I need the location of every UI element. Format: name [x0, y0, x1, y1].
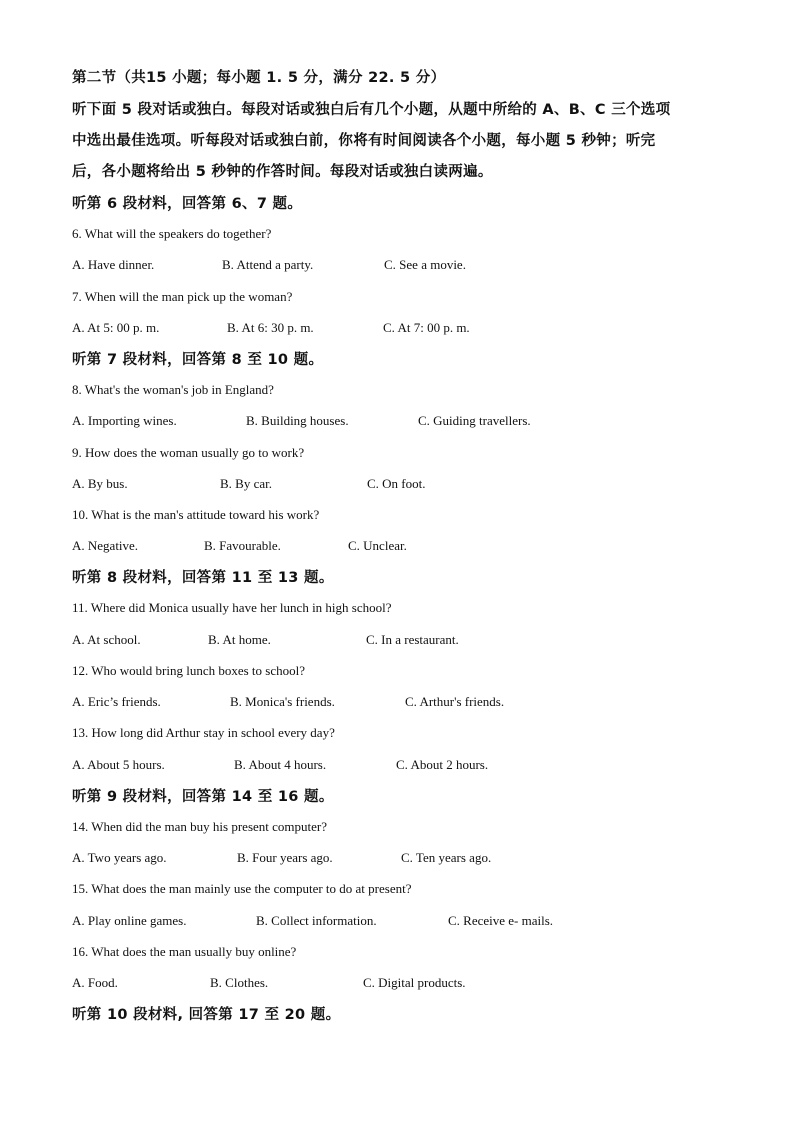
group-title: 听第 6 段材料，回答第 6、7 题。: [72, 196, 303, 212]
q11-option-a: A. At school.: [72, 632, 141, 647]
q9-option-a: A. By bus.: [72, 476, 128, 491]
q9-option-b: B. By car.: [220, 476, 272, 491]
q8-option-b: B. Building houses.: [246, 413, 349, 428]
q10-option-c: C. Unclear.: [348, 538, 407, 553]
q6-option-c: C. See a movie.: [384, 257, 466, 272]
group-title: 听第 8 段材料，回答第 11 至 13 题。: [72, 570, 334, 586]
q14-option-a: A. Two years ago.: [72, 850, 167, 865]
q7-option-a: A. At 5: 00 p. m.: [72, 320, 160, 335]
instruction-line-2: 中选出最佳选项。听每段对话或独白前，你将有时间阅读各个小题，每小题 5 秒钟；听完: [72, 133, 656, 149]
q12-option-b: B. Monica's friends.: [230, 694, 335, 709]
question-7: 7. When will the man pick up the woman?: [72, 289, 293, 304]
q14-option-b: B. Four years ago.: [237, 850, 333, 865]
group-title: 听第 7 段材料，回答第 8 至 10 题。: [72, 352, 324, 368]
q10-option-a: A. Negative.: [72, 538, 139, 553]
q13-option-c: C. About 2 hours.: [396, 757, 489, 772]
q6-option-b: B. Attend a party.: [222, 257, 314, 272]
question-14: 14. When did the man buy his present computer?: [72, 819, 328, 834]
question-11: 11. Where did Monica usually have her lunch in high school?: [72, 600, 392, 615]
section-heading: 第二节（共15 小题；每小题 1. 5 分，满分 22. 5 分）: [72, 70, 446, 86]
q16-option-b: B. Clothes.: [210, 975, 269, 990]
q16-option-a: A. Food.: [72, 975, 118, 990]
q13-option-a: A. About 5 hours.: [72, 757, 165, 772]
q12-option-c: C. Arthur's friends.: [405, 694, 505, 709]
question-15: 15. What does the man mainly use the computer to do at present?: [72, 881, 412, 896]
q13-option-b: B. About 4 hours.: [234, 757, 327, 772]
q15-option-c: C. Receive e- mails.: [448, 913, 554, 928]
q8-option-a: A. Importing wines.: [72, 413, 177, 428]
q15-option-a: A. Play online games.: [72, 913, 187, 928]
q7-option-b: B. At 6: 30 p. m.: [227, 320, 314, 335]
question-10: 10. What is the man's attitude toward his work?: [72, 507, 320, 522]
q8-option-c: C. Guiding travellers.: [418, 413, 531, 428]
question-16: 16. What does the man usually buy online?: [72, 944, 297, 959]
question-9: 9. How does the woman usually go to work?: [72, 445, 305, 460]
instruction-line-1: 听下面 5 段对话或独白。每段对话或独白后有几个小题，从题中所给的 A、B、C 三个选项: [72, 102, 671, 118]
group-title: 听第 9 段材料，回答第 14 至 16 题。: [72, 789, 334, 805]
instruction-line-3: 后，各小题将给出 5 秒钟的作答时间。每段对话或独白读两遍。: [72, 164, 493, 180]
q7-option-c: C. At 7: 00 p. m.: [383, 320, 470, 335]
q11-option-b: B. At home.: [208, 632, 271, 647]
question-8: 8. What's the woman's job in England?: [72, 382, 274, 397]
question-13: 13. How long did Arthur stay in school every day?: [72, 725, 335, 740]
question-6: 6. What will the speakers do together?: [72, 226, 272, 241]
q6-option-a: A. Have dinner.: [72, 257, 155, 272]
q9-option-c: C. On foot.: [367, 476, 426, 491]
q11-option-c: C. In a restaurant.: [366, 632, 459, 647]
q12-option-a: A. Eric’s friends.: [72, 694, 161, 709]
group-title: 听第 10 段材料, 回答第 17 至 20 题。: [72, 1007, 341, 1023]
q10-option-b: B. Favourable.: [204, 538, 281, 553]
question-12: 12. Who would bring lunch boxes to school?: [72, 663, 306, 678]
q16-option-c: C. Digital products.: [363, 975, 466, 990]
q14-option-c: C. Ten years ago.: [401, 850, 492, 865]
q15-option-b: B. Collect information.: [256, 913, 377, 928]
